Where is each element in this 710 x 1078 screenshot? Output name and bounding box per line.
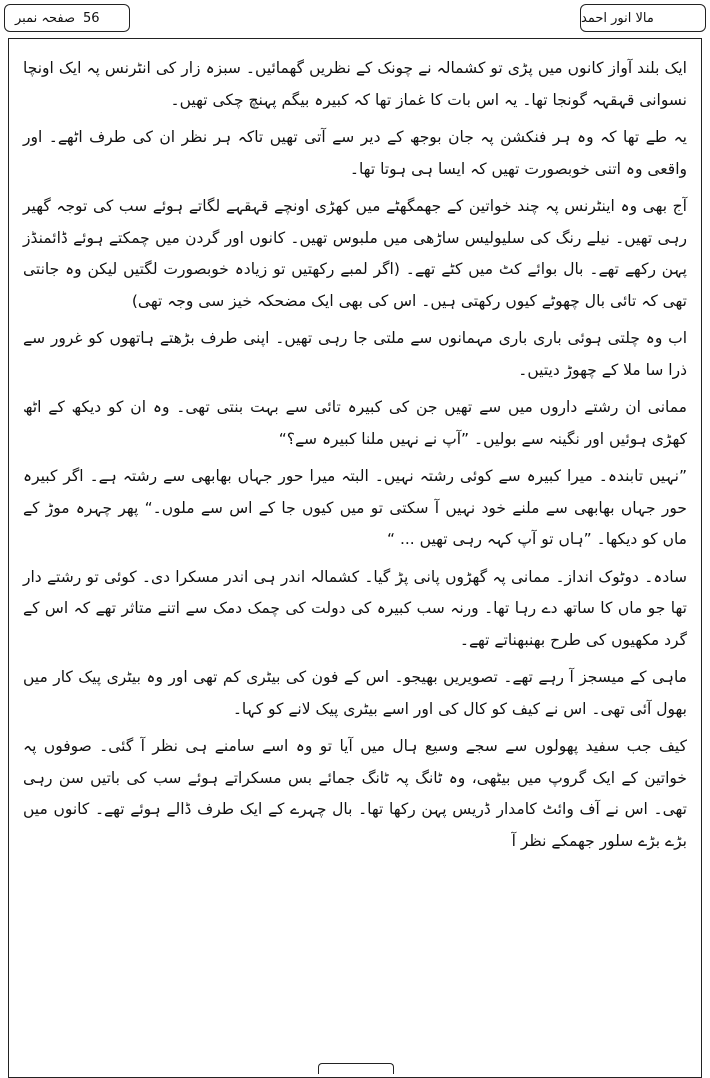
author-box: [580, 4, 706, 32]
page-number-label: صفحہ نمبر: [15, 10, 75, 26]
paragraph: ممانی ان رشتے داروں میں سے تھیں جن کی کبیرہ تائی سے بہت بنتی تھی۔ وہ ان کو دیکھ کے اٹھ کھڑی ہوئیں اور نگینہ سے بولیں۔ ”آپ نے نہیں ملنا کبیرہ سے؟“: [23, 398, 687, 448]
author-name: مالا انور احمد: [581, 10, 654, 26]
page-number-box: [4, 4, 130, 32]
page-body: [8, 38, 702, 1078]
paragraph: ”نہیں تابندہ۔ میرا کبیرہ سے کوئی رشتہ نہیں۔ البتہ میرا حور جہاں بھابھی سے رشتہ ہے۔ اگر کبیرہ حور جہاں بھابھی سے ملنے خود نہیں آ سکتی تو میں کیوں جا کے اس سے ملوں۔“ پھر چہرہ موڑ کے ماں کو دیکھا۔ ”ہاں تو آپ کہہ رہی تھیں ... “: [23, 467, 687, 548]
paragraph: کیف جب سفید پھولوں سے سجے وسیع ہال میں آیا تو وہ اسے سامنے ہی نظر آ گئی۔ صوفوں پہ خواتین کے ایک گروپ میں بیٹھی، وہ ٹانگ پہ ٹانگ جمائے بس مسکراتے ہوئے سب کی باتیں سن رہی تھی۔ اس نے آف وائٹ کامدار ڈریس پہن رکھا تھا۔ بال چہرے کے ایک طرف ڈالے ہوئے تھے۔ کانوں میں بڑے بڑے سلور جھمکے نظر آ: [23, 737, 687, 850]
paragraph: ماہی کے میسجز آ رہے تھے۔ تصویریں بھیجو۔ اس کے فون کی بیٹری کم تھی اور وہ بیٹری پیک کار میں بھول آئی تھی۔ اس نے کیف کو کال کی اور اسے بیٹری پیک لانے کو کہا۔: [23, 668, 687, 718]
paragraph: ایک بلند آواز کانوں میں پڑی تو کشمالہ نے چونک کے نظریں گھمائیں۔ سبزہ زار کی انٹرنس پہ ایک اونچا نسوانی قہقہہ گونجا تھا۔ یہ اس بات کا غماز تھا کہ کبیرہ بیگم پہنچ چکی تھیں۔: [23, 59, 687, 109]
page-number-value: 56: [83, 10, 100, 26]
paragraph: اب وہ چلتی ہوئی باری باری مہمانوں سے ملتی جا رہی تھیں۔ اپنی طرف بڑھتے ہاتھوں کو غرور سے ذرا سا ملا کے چھوڑ دیتیں۔: [23, 329, 687, 379]
paragraph: یہ طے تھا کہ وہ ہر فنکشن پہ جان بوجھ کے دیر سے آتی تھیں تاکہ ہر نظر ان کی طرف اٹھے۔ اور واقعی وہ اتنی خوبصورت تھیں کہ ایسا ہی ہوتا تھا۔: [23, 128, 687, 178]
paragraph: سادہ۔ دوٹوک انداز۔ ممانی پہ گھڑوں پانی پڑ گیا۔ کشمالہ اندر ہی اندر مسکرا دی۔ کوئی تو رشتے دار تھا جو ماں کا ساتھ دے رہا تھا۔ ورنہ سب کبیرہ کی دولت کی چمک دمک سے اتنے متاثر تھے کہ اس کے گرد مکھیوں کی طرح بھنبھناتے تھے۔: [23, 567, 687, 649]
footer-tab: [318, 1063, 394, 1074]
paragraph: آج بھی وہ اینٹرنس پہ چند خواتین کے جھمگھٹے میں کھڑی اونچے قہقہے لگاتے ہوئے سب کی توجہ گھیر رہی تھیں۔ نیلے رنگ کی سلیولیس ساڑھی میں ملبوس تھیں۔ کانوں اور گردن میں چمکتے ہوئے ڈائمنڈز پہن رکھے تھے۔ بال بوائے کٹ میں کٹے تھے۔ (اگر لمبے رکھتیں تو زیادہ خوبصورت لگتیں لیکن وہ جانتی تھی کہ تائی بال چھوٹے کیوں رکھتی ہیں۔ اس کی بھی ایک مضحکہ خیز سی وجہ تھی): [23, 197, 687, 310]
